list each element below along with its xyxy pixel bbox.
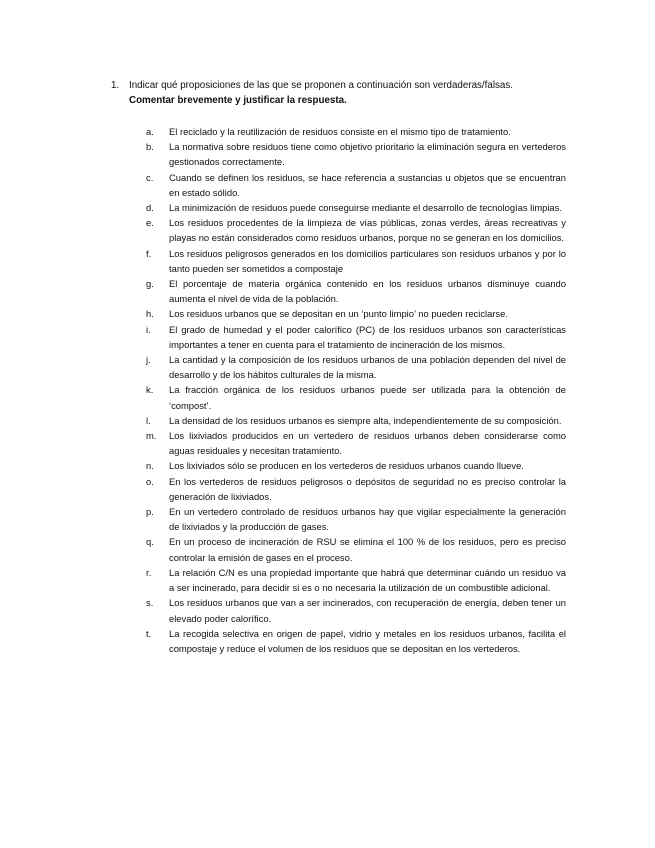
list-item bbox=[146, 352, 566, 382]
list-item bbox=[146, 474, 566, 504]
item-letter: b. bbox=[146, 141, 154, 153]
item-letter: a. bbox=[146, 126, 154, 137]
item-text: Los lixiviados producidos en un vertedero de residuos urbanos deben considerarse como aguas residuales y necesitan tratamiento. bbox=[169, 430, 566, 457]
question-statement bbox=[129, 78, 565, 108]
item-text: El grado de humedad y el poder calorífico (PC) de los residuos urbanos son características importantes a tener en cuenta para el tratamiento de incineración de los mismos. bbox=[169, 323, 566, 350]
item-text: En un proceso de incineración de RSU se elimina el 100 % de los residuos, pero es preciso controlar la emisión de gases en el proceso. bbox=[169, 536, 566, 563]
list-item bbox=[146, 306, 566, 321]
item-text: La fracción orgánica de los residuos urbanos puede ser utilizada para la obtención de ‘compost’. bbox=[169, 384, 566, 411]
list-item bbox=[146, 626, 566, 656]
item-text: La relación C/N es una propiedad importante que habrá que determinar cuándo un residuo va a ser incinerado, para decidir si es o no necesaria la utilización de un combustible adicional. bbox=[169, 566, 566, 594]
item-text: Los residuos urbanos que van a ser incinerados, con recuperación de energía, deben tener un elevado poder calorífico. bbox=[169, 597, 566, 624]
item-text: La normativa sobre residuos tiene como objetivo prioritario la eliminación segura en vertederos gestionados correctamente. bbox=[169, 141, 566, 168]
item-letter: p. bbox=[146, 506, 154, 518]
item-text: Cuando se definen los residuos, se hace referencia a sustancias u objetos que se encuentran en estado sólido. bbox=[169, 171, 566, 198]
item-letter: f. bbox=[146, 247, 152, 259]
item-text: La minimización de residuos puede conseguirse mediante el desarrollo de tecnologías limpias. bbox=[169, 202, 562, 214]
list-item bbox=[146, 322, 566, 352]
list-item bbox=[146, 276, 566, 306]
question-instruction: Comentar brevemente y justificar la respuesta. bbox=[129, 95, 347, 106]
item-letter: d. bbox=[146, 202, 154, 214]
item-letter: c. bbox=[146, 171, 154, 183]
item-text: Los lixiviados sólo se producen en los vertederos de residuos urbanos cuando llueve. bbox=[169, 460, 524, 472]
list-item bbox=[146, 565, 566, 595]
item-letter: t. bbox=[146, 627, 152, 639]
item-letter: h. bbox=[146, 308, 154, 320]
item-text: En los vertederos de residuos peligrosos o depósitos de seguridad no es preciso controlar la generación de lixiviados. bbox=[169, 475, 566, 502]
list-item bbox=[146, 595, 566, 625]
list-item bbox=[146, 139, 566, 169]
item-letter: k. bbox=[146, 384, 154, 396]
item-text: La cantidad y la composición de los residuos urbanos de una población dependen del nivel de desarrollo y de los hábitos culturales de la misma. bbox=[169, 354, 566, 381]
list-item bbox=[146, 200, 566, 215]
list-item bbox=[146, 382, 566, 412]
item-text: El porcentaje de materia orgánica contenido en los residuos urbanos disminuye cuando aumenta el nivel de vida de la población. bbox=[169, 278, 566, 305]
list-item bbox=[146, 170, 566, 200]
list-item bbox=[146, 215, 566, 245]
item-text: Los residuos procedentes de la limpieza de vías públicas, zonas verdes, áreas recreativas y playas no están considerados como residuos urbanos, porque no se generan en los domicilios. bbox=[169, 217, 566, 244]
item-letter: q. bbox=[146, 536, 154, 548]
list-item bbox=[146, 413, 566, 428]
item-letter: l. bbox=[146, 414, 151, 426]
item-text: Los residuos urbanos que se depositan en un ‘punto limpio’ no pueden reciclarse. bbox=[169, 308, 508, 320]
item-letter: m. bbox=[146, 430, 157, 442]
item-text: La densidad de los residuos urbanos es siempre alta, independientemente de su composición. bbox=[169, 414, 562, 426]
item-letter: g. bbox=[146, 278, 154, 290]
item-letter: i. bbox=[146, 323, 151, 335]
list-item bbox=[146, 124, 566, 139]
item-letter: r. bbox=[146, 566, 152, 578]
item-letter: n. bbox=[146, 460, 154, 472]
item-letter: s. bbox=[146, 597, 154, 609]
item-letter: o. bbox=[146, 475, 154, 487]
list-item bbox=[146, 458, 566, 473]
item-letter: j. bbox=[146, 354, 151, 366]
item-text: Los residuos peligrosos generados en los domicilios particulares son residuos urbanos y por lo tanto pueden ser sometidos a compostaje bbox=[169, 247, 566, 274]
item-letter: e. bbox=[146, 217, 154, 229]
list-item bbox=[146, 428, 566, 458]
list-item bbox=[146, 246, 566, 276]
item-text: La recogida selectiva en origen de papel, vidrio y metales en los residuos urbanos, facilita el compostaje y reduce el volumen de los residuos que se depositan en los vertederos. bbox=[169, 627, 566, 654]
question-intro: Indicar qué proposiciones de las que se proponen a continuación son verdaderas/falsas. bbox=[129, 80, 513, 91]
item-text: En un vertedero controlado de residuos urbanos hay que vigilar especialmente la generación de lixiviados y la producción de gases. bbox=[169, 506, 566, 533]
question-number: 1. bbox=[111, 80, 120, 91]
list-item bbox=[146, 534, 566, 564]
list-item bbox=[146, 504, 566, 534]
statement-list bbox=[146, 124, 566, 656]
item-text: El reciclado y la reutilización de residuos consiste en el mismo tipo de tratamiento. bbox=[169, 126, 511, 137]
